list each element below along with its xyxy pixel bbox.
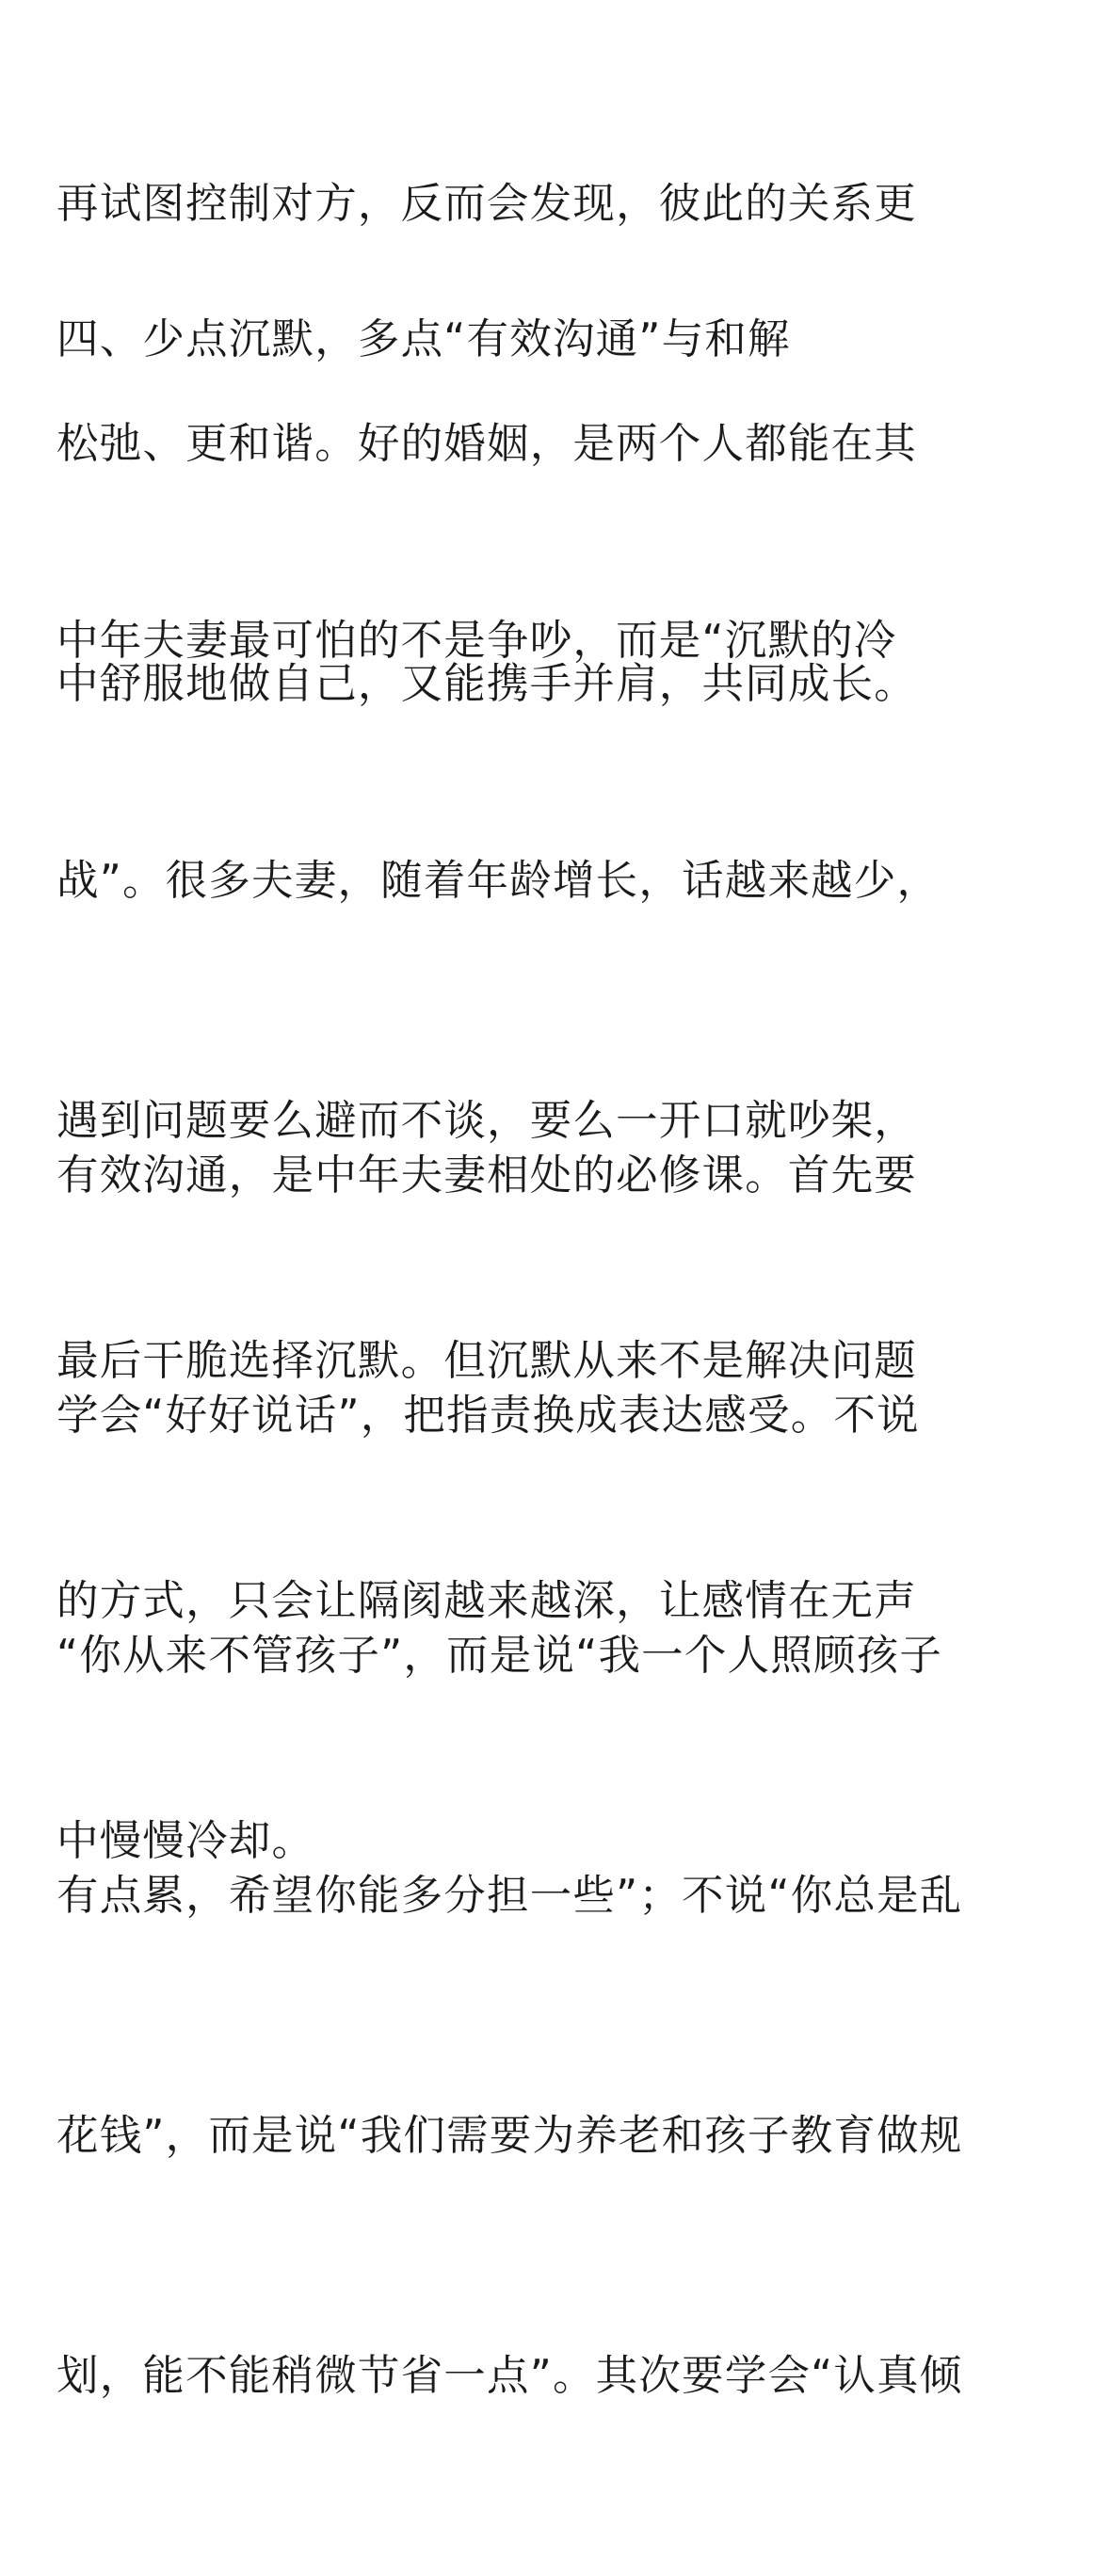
text-line: 再试图控制对方，反而会发现，彼此的关系更 [56,180,918,228]
text-line: 战”。很多夫妻，随着年龄增长，话越来越少， [56,857,941,905]
text-line: 有点累，希望你能多分担一些”；不说“你总是乱 [56,1872,963,1920]
text-line: 划，能不能稍微节省一点”。其次要学会“认真倾 [56,2352,963,2400]
text-line: 有效沟通，是中年夫妻相处的必修课。首先要 [56,1151,918,1199]
text-line: “你从来不管孩子”，而是说“我一个人照顾孩子 [56,1632,943,1680]
text-line: 的方式，只会让隔阂越来越深，让感情在无声 [56,1577,918,1625]
text-line: 花钱”，而是说“我们需要为养老和孩子教育做规 [56,2112,963,2160]
text-line: 中慢慢冷却。 [56,1817,315,1865]
text-line: 最后干脆选择沉默。但沉默从来不是解决问题 [56,1337,918,1385]
text-line: 松弛、更和谐。好的婚姻，是两个人都能在其 [56,420,918,468]
text-line: 遇到问题要么避而不谈，要么一开口就吵架， [56,1097,918,1145]
text-line: 学会“好好说话”，把指责换成表达感受。不说 [56,1392,920,1440]
section-heading-4: 四、少点沉默，多点“有效沟通”与和解 [56,315,791,363]
text-line: 中年夫妻最可怕的不是争吵，而是“沉默的冷 [56,617,897,665]
text-line: 中舒服地做自己，又能携手并肩，共同成长。 [56,660,918,708]
paragraph-communication [56,975,963,2576]
